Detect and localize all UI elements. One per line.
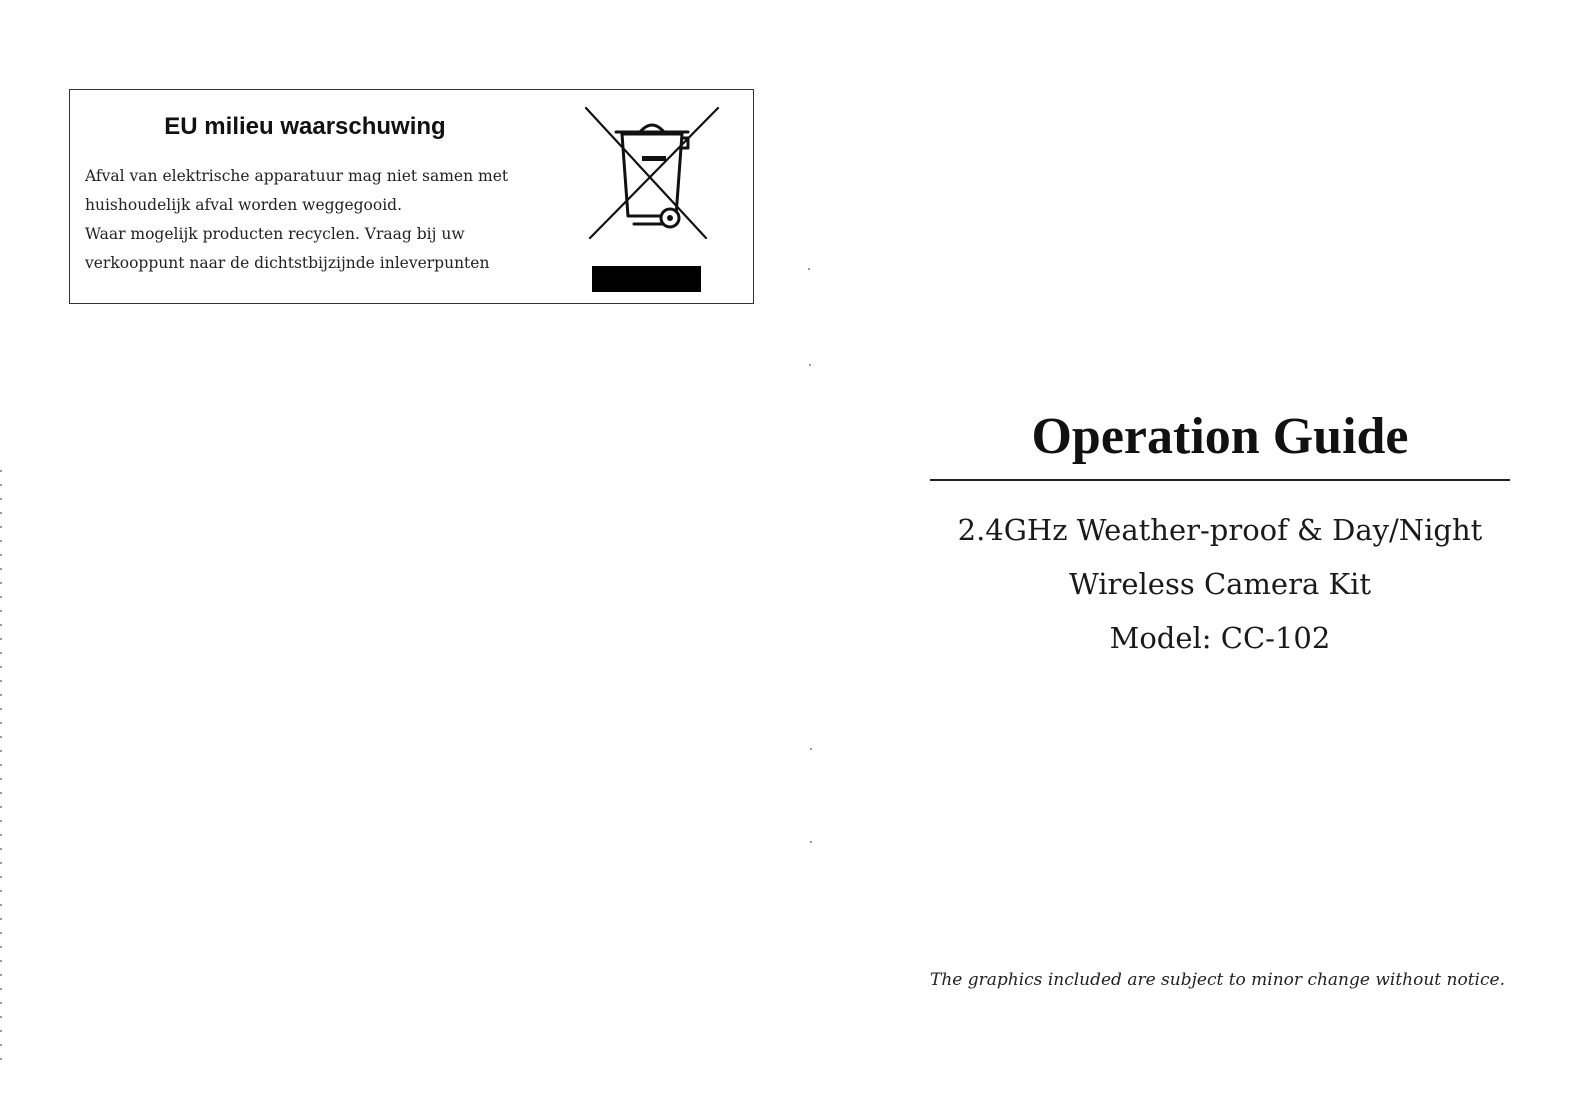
scan-speck: [810, 841, 812, 843]
scan-edge-dots: [0, 470, 2, 1070]
black-bar: [592, 266, 701, 292]
product-subtitle: [930, 503, 1510, 665]
eu-notice-body: [85, 162, 555, 278]
eu-environment-notice: [69, 89, 754, 304]
subtitle-line: 2.4GHz Weather-proof & Day/Night: [957, 513, 1483, 547]
subtitle-line: Wireless Camera Kit: [1068, 567, 1372, 601]
scan-speck: [809, 364, 811, 366]
eu-notice-line: verkooppunt naar de dichtstbijzijnde inleverpunten: [85, 254, 490, 272]
page-title: Operation Guide: [1031, 408, 1409, 465]
scan-speck: [810, 748, 812, 750]
eu-notice-line: Afval van elektrische apparatuur mag niet samen met: [85, 167, 509, 185]
graphics-disclaimer: The graphics included are subject to minor change without notice.: [930, 970, 1505, 990]
eu-notice-title: EU milieu waarschuwing: [164, 113, 446, 140]
crossed-out-wheelie-bin-icon: [582, 104, 722, 244]
model-number: Model: CC-102: [1109, 621, 1331, 655]
scan-speck: [808, 268, 810, 270]
eu-notice-line: huishoudelijk afval worden weggegooid.: [85, 196, 403, 214]
eu-notice-line: Waar mogelijk producten recyclen. Vraag bij uw: [85, 225, 465, 243]
title-rule: [930, 479, 1510, 481]
